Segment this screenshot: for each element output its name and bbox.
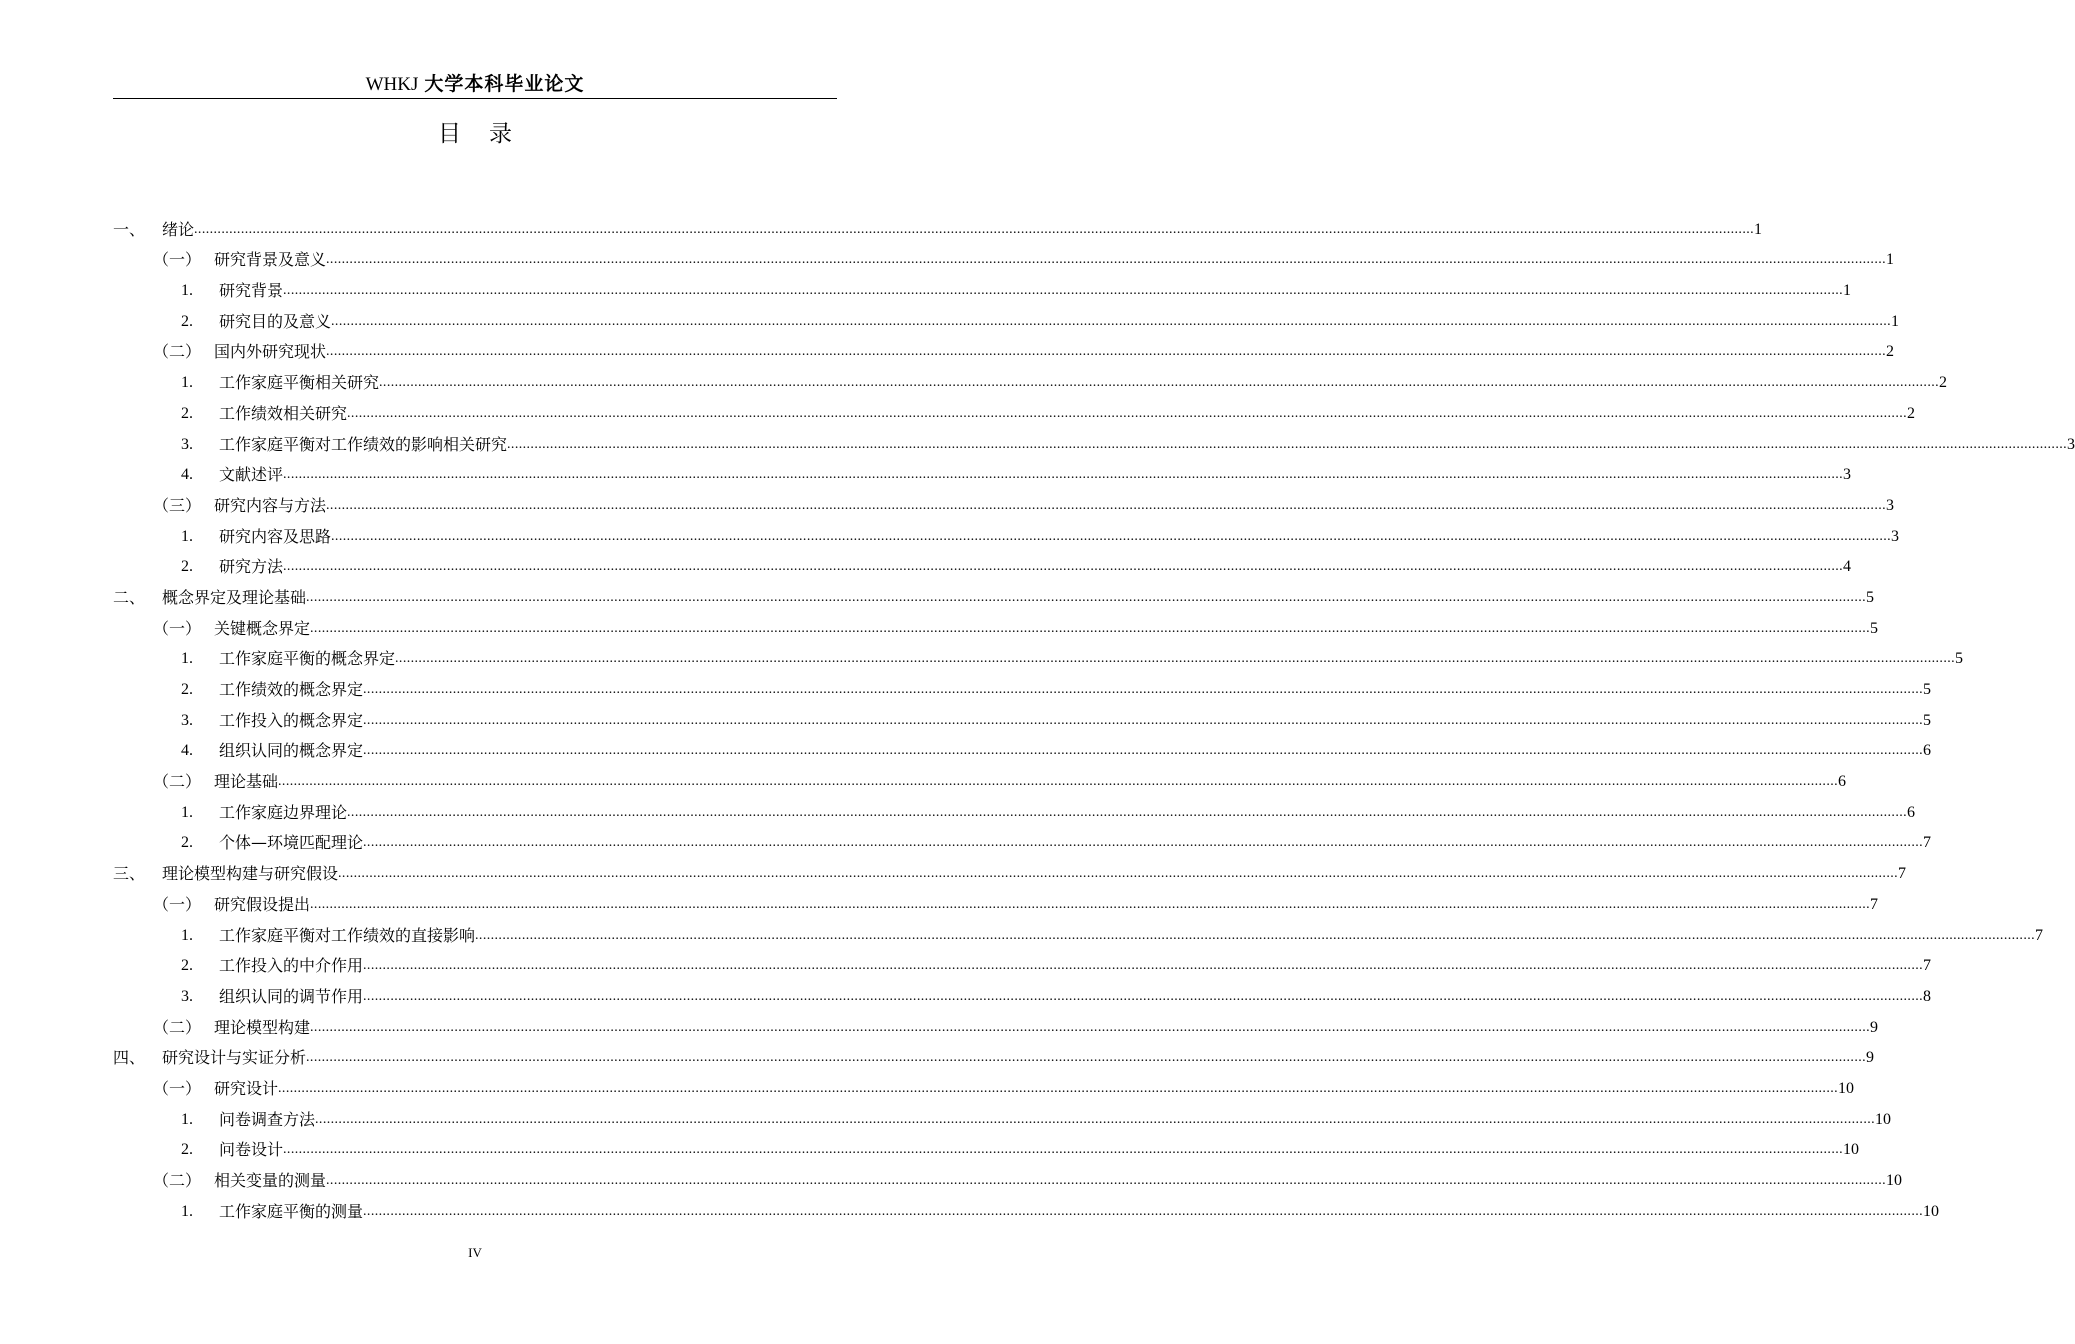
toc-entry[interactable] [113, 210, 1763, 241]
toc-entry-number: 二、 [113, 587, 146, 607]
toc-entry[interactable] [113, 1192, 1940, 1223]
toc-entry-number: 2. [181, 1141, 193, 1159]
toc-entry-page: 7 [2035, 926, 2044, 944]
toc-entry-title: 问卷设计 [219, 1140, 284, 1160]
toc-entry[interactable] [113, 302, 1900, 333]
toc-entry[interactable] [113, 1161, 1903, 1192]
toc-entry-page: 3 [1843, 466, 1852, 484]
toc-entry[interactable] [113, 640, 1964, 671]
toc-entry-title: 相关变量的测量 [214, 1171, 327, 1190]
toc-entry-page: 1 [1754, 220, 1763, 238]
toc-entry[interactable] [113, 670, 1932, 701]
toc-entry-number: 4. [181, 742, 193, 760]
toc-entry-number: （一） [153, 894, 202, 914]
toc-entry-title: 工作家庭平衡对工作绩效的直接影响 [219, 925, 476, 945]
toc-leader-dots: ................................................................................................................................................................................................................................................................................................................................................................................................................ [326, 1173, 1887, 1188]
toc-entry-title: 工作家庭边界理论 [219, 802, 348, 822]
toc-entry-page: 7 [1898, 865, 1907, 883]
toc-leader-dots: ................................................................................................................................................................................................................................................................................................................................................................................................................ [283, 283, 1844, 299]
toc-leader-dots: ................................................................................................................................................................................................................................................................................................................................................................................................................ [507, 436, 2068, 452]
toc-entry-page: 3 [1886, 496, 1895, 514]
toc-entry-title: 研究背景及意义 [214, 250, 327, 270]
toc-entry-title: 研究背景 [219, 281, 284, 301]
toc-entry-number: （一） [153, 618, 202, 638]
toc-entry-page: 7 [1923, 834, 1932, 852]
toc-entry-number: （一） [153, 250, 202, 270]
toc-entry-page: 3 [1891, 527, 1900, 545]
toc-entry-title: 研究内容及思路 [219, 526, 332, 546]
toc-leader-dots: ................................................................................................................................................................................................................................................................................................................................................................................................................ [363, 988, 1924, 1004]
toc-entry-number: 1. [181, 282, 193, 300]
toc-entry-page: 10 [1838, 1079, 1855, 1097]
toc-entry-number: 1. [181, 527, 193, 545]
toc-entry[interactable] [113, 363, 1948, 394]
toc-entry-title: 研究假设提出 [214, 894, 311, 914]
toc-entry-number: （二） [153, 772, 202, 792]
toc-entry-number: （二） [153, 1017, 202, 1037]
toc-entry-page: 6 [1838, 773, 1847, 791]
toc-leader-dots: ................................................................................................................................................................................................................................................................................................................................................................................................................ [363, 743, 1924, 759]
toc-entry-title: 绪论 [162, 219, 195, 239]
toc-entry-title: 研究内容与方法 [214, 495, 327, 515]
toc-entry-number: 三、 [113, 864, 146, 884]
toc-entry-page: 9 [1866, 1049, 1875, 1067]
table-of-contents [113, 210, 2075, 1223]
toc-leader-dots: ................................................................................................................................................................................................................................................................................................................................................................................................................ [283, 559, 1844, 575]
toc-leader-dots: ................................................................................................................................................................................................................................................................................................................................................................................................................ [475, 927, 2036, 943]
header-title: 大学本科毕业论文 [424, 73, 585, 95]
toc-entry[interactable] [113, 762, 1847, 793]
toc-entry-title: 工作投入的中介作用 [219, 956, 364, 976]
toc-entry-page: 5 [1955, 650, 1964, 668]
toc-entry-title: 工作家庭平衡的测量 [219, 1201, 364, 1221]
toc-entry-title: 概念界定及理论基础 [162, 587, 307, 607]
toc-entry-title: 理论基础 [214, 772, 279, 792]
toc-entry-number: 一、 [113, 219, 146, 239]
toc-leader-dots: ................................................................................................................................................................................................................................................................................................................................................................................................................ [326, 344, 1887, 360]
toc-entry-page: 10 [1875, 1110, 1892, 1128]
toc-entry[interactable] [113, 1039, 1875, 1070]
toc-entry[interactable] [113, 885, 1879, 916]
toc-leader-dots: ................................................................................................................................................................................................................................................................................................................................................................................................................ [363, 958, 1924, 974]
toc-entry-number: 2. [181, 681, 193, 698]
toc-leader-dots: ................................................................................................................................................................................................................................................................................................................................................................................................................ [278, 1080, 1839, 1096]
toc-entry-page: 6 [1923, 742, 1932, 760]
toc-entry[interactable] [113, 1100, 1892, 1131]
toc-entry-title: 个体—环境匹配理论 [219, 833, 364, 853]
toc-entry-title: 工作绩效相关研究 [219, 403, 348, 423]
toc-entry-title: 组织认同的概念界定 [219, 741, 364, 761]
toc-entry-page: 10 [1923, 1202, 1940, 1220]
toc-entry-page: 5 [1870, 619, 1879, 637]
toc-entry[interactable] [113, 1069, 1855, 1100]
toc-entry-page: 9 [1870, 1018, 1879, 1036]
toc-entry[interactable] [113, 1131, 1860, 1162]
toc-entry-title: 文献述评 [219, 465, 284, 485]
toc-entry[interactable] [113, 701, 1932, 732]
toc-entry[interactable] [113, 824, 1932, 855]
toc-leader-dots: ................................................................................................................................................................................................................................................................................................................................................................................................................ [315, 1111, 1876, 1127]
toc-entry-page: 10 [1843, 1141, 1860, 1159]
toc-entry[interactable] [113, 486, 1895, 517]
toc-entry-number: 2. [181, 312, 193, 330]
header-latin: WHKJ [365, 74, 419, 95]
toc-entry[interactable] [113, 517, 1900, 548]
toc-entry-title: 组织认同的调节作用 [219, 986, 364, 1006]
toc-entry[interactable] [113, 609, 1879, 640]
toc-entry-page: 4 [1843, 558, 1852, 576]
toc-entry-number: 3. [181, 435, 193, 453]
toc-entry[interactable] [113, 241, 1895, 272]
toc-entry-page: 7 [1870, 895, 1879, 913]
toc-entry-page: 6 [1907, 803, 1916, 821]
toc-entry[interactable] [113, 425, 2075, 456]
toc-entry-page: 2 [1907, 404, 1916, 422]
toc-entry-number: 四、 [113, 1048, 146, 1068]
toc-entry-title: 研究设计 [214, 1078, 279, 1098]
toc-entry-title: 工作家庭平衡对工作绩效的影响相关研究 [219, 434, 508, 454]
toc-leader-dots: ................................................................................................................................................................................................................................................................................................................................................................................................................ [310, 896, 1871, 912]
toc-entry-title: 研究设计与实证分析 [162, 1048, 307, 1068]
page-header [113, 72, 837, 99]
toc-entry[interactable] [113, 916, 2044, 947]
toc-entry-title: 工作投入的概念界定 [219, 710, 364, 730]
toc-entry[interactable] [113, 394, 1916, 425]
toc-leader-dots: ................................................................................................................................................................................................................................................................................................................................................................................................................ [338, 866, 1899, 882]
toc-entry[interactable] [113, 333, 1895, 364]
toc-leader-dots: ................................................................................................................................................................................................................................................................................................................................................................................................................ [363, 1203, 1924, 1219]
toc-entry-page: 7 [1923, 957, 1932, 975]
toc-leader-dots: ................................................................................................................................................................................................................................................................................................................................................................................................................ [395, 651, 1956, 667]
toc-leader-dots: ................................................................................................................................................................................................................................................................................................................................................................................................................ [306, 589, 1867, 605]
toc-entry-number: 2. [181, 404, 193, 422]
toc-entry-page: 5 [1923, 681, 1932, 698]
toc-leader-dots: ................................................................................................................................................................................................................................................................................................................................................................................................................ [331, 528, 1892, 544]
toc-entry-title: 国内外研究现状 [214, 342, 327, 362]
toc-entry-number: 1. [181, 926, 193, 944]
toc-entry-number: 2. [181, 834, 193, 852]
toc-leader-dots: ................................................................................................................................................................................................................................................................................................................................................................................................................ [306, 1050, 1867, 1066]
toc-entry-page: 3 [2067, 435, 2075, 453]
toc-entry[interactable] [113, 456, 1852, 487]
toc-entry-title: 理论模型构建与研究假设 [162, 864, 339, 884]
page-number: IV [468, 1245, 482, 1260]
toc-leader-dots: ................................................................................................................................................................................................................................................................................................................................................................................................................ [326, 252, 1887, 268]
toc-entry-title: 研究方法 [219, 557, 284, 577]
toc-entry[interactable] [113, 977, 1932, 1008]
toc-entry-page: 2 [1886, 343, 1895, 361]
toc-leader-dots: ................................................................................................................................................................................................................................................................................................................................................................................................................ [326, 497, 1887, 513]
toc-entry-title: 工作绩效的概念界定 [219, 680, 364, 699]
toc-entry[interactable] [113, 854, 1907, 885]
toc-entry[interactable] [113, 793, 1916, 824]
toc-entry-title: 理论模型构建 [214, 1017, 311, 1037]
toc-leader-dots: ................................................................................................................................................................................................................................................................................................................................................................................................................ [283, 1142, 1844, 1158]
toc-entry-number: （二） [153, 342, 202, 362]
toc-entry-number: 2. [181, 558, 193, 576]
toc-entry-number: 1. [181, 374, 193, 392]
toc-leader-dots: ................................................................................................................................................................................................................................................................................................................................................................................................................ [278, 774, 1839, 790]
toc-entry-number: （一） [153, 1078, 202, 1098]
toc-entry-page: 1 [1843, 282, 1852, 300]
toc-entry-title: 工作家庭平衡的概念界定 [219, 649, 396, 669]
toc-entry-number: 1. [181, 803, 193, 821]
toc-leader-dots: ................................................................................................................................................................................................................................................................................................................................................................................................................ [194, 221, 1755, 237]
toc-leader-dots: ................................................................................................................................................................................................................................................................................................................................................................................................................ [363, 682, 1924, 697]
toc-entry-title: 问卷调查方法 [219, 1109, 316, 1129]
toc-entry[interactable] [113, 732, 1932, 763]
toc-entry-title: 工作家庭平衡相关研究 [219, 373, 380, 393]
toc-entry-number: 1. [181, 650, 193, 668]
toc-entry-title: 关键概念界定 [214, 618, 311, 638]
toc-entry-number: （三） [153, 495, 202, 515]
toc-entry-title: 研究目的及意义 [219, 311, 332, 331]
toc-entry[interactable] [113, 947, 1932, 978]
toc-leader-dots: ................................................................................................................................................................................................................................................................................................................................................................................................................ [283, 467, 1844, 483]
toc-entry-page: 1 [1886, 251, 1895, 269]
toc-leader-dots: ................................................................................................................................................................................................................................................................................................................................................................................................................ [347, 804, 1908, 820]
toc-entry-number: 3. [181, 711, 193, 729]
toc-entry-page: 8 [1923, 987, 1932, 1005]
page-title: 目录 [438, 121, 540, 147]
toc-entry-page: 5 [1923, 711, 1932, 729]
toc-entry[interactable] [113, 578, 1875, 609]
toc-entry-number: 2. [181, 957, 193, 975]
toc-entry-page: 2 [1939, 374, 1948, 392]
toc-entry-number: 1. [181, 1202, 193, 1220]
toc-entry-page: 5 [1866, 588, 1875, 606]
toc-leader-dots: ................................................................................................................................................................................................................................................................................................................................................................................................................ [331, 313, 1892, 329]
toc-entry[interactable] [113, 271, 1852, 302]
toc-entry-page: 1 [1891, 312, 1900, 330]
toc-entry-number: 4. [181, 466, 193, 484]
toc-entry-number: 1. [181, 1110, 193, 1128]
toc-leader-dots: ................................................................................................................................................................................................................................................................................................................................................................................................................ [310, 1019, 1871, 1035]
toc-leader-dots: ................................................................................................................................................................................................................................................................................................................................................................................................................ [310, 620, 1871, 636]
toc-leader-dots: ................................................................................................................................................................................................................................................................................................................................................................................................................ [363, 712, 1924, 728]
toc-entry[interactable] [113, 548, 1852, 579]
toc-entry-number: 3. [181, 987, 193, 1005]
toc-entry-page: 10 [1886, 1172, 1903, 1189]
toc-leader-dots: ................................................................................................................................................................................................................................................................................................................................................................................................................ [379, 375, 1940, 391]
toc-entry[interactable] [113, 1008, 1879, 1039]
toc-leader-dots: ................................................................................................................................................................................................................................................................................................................................................................................................................ [347, 405, 1908, 421]
toc-entry-number: （二） [153, 1171, 202, 1190]
toc-leader-dots: ................................................................................................................................................................................................................................................................................................................................................................................................................ [363, 835, 1924, 851]
